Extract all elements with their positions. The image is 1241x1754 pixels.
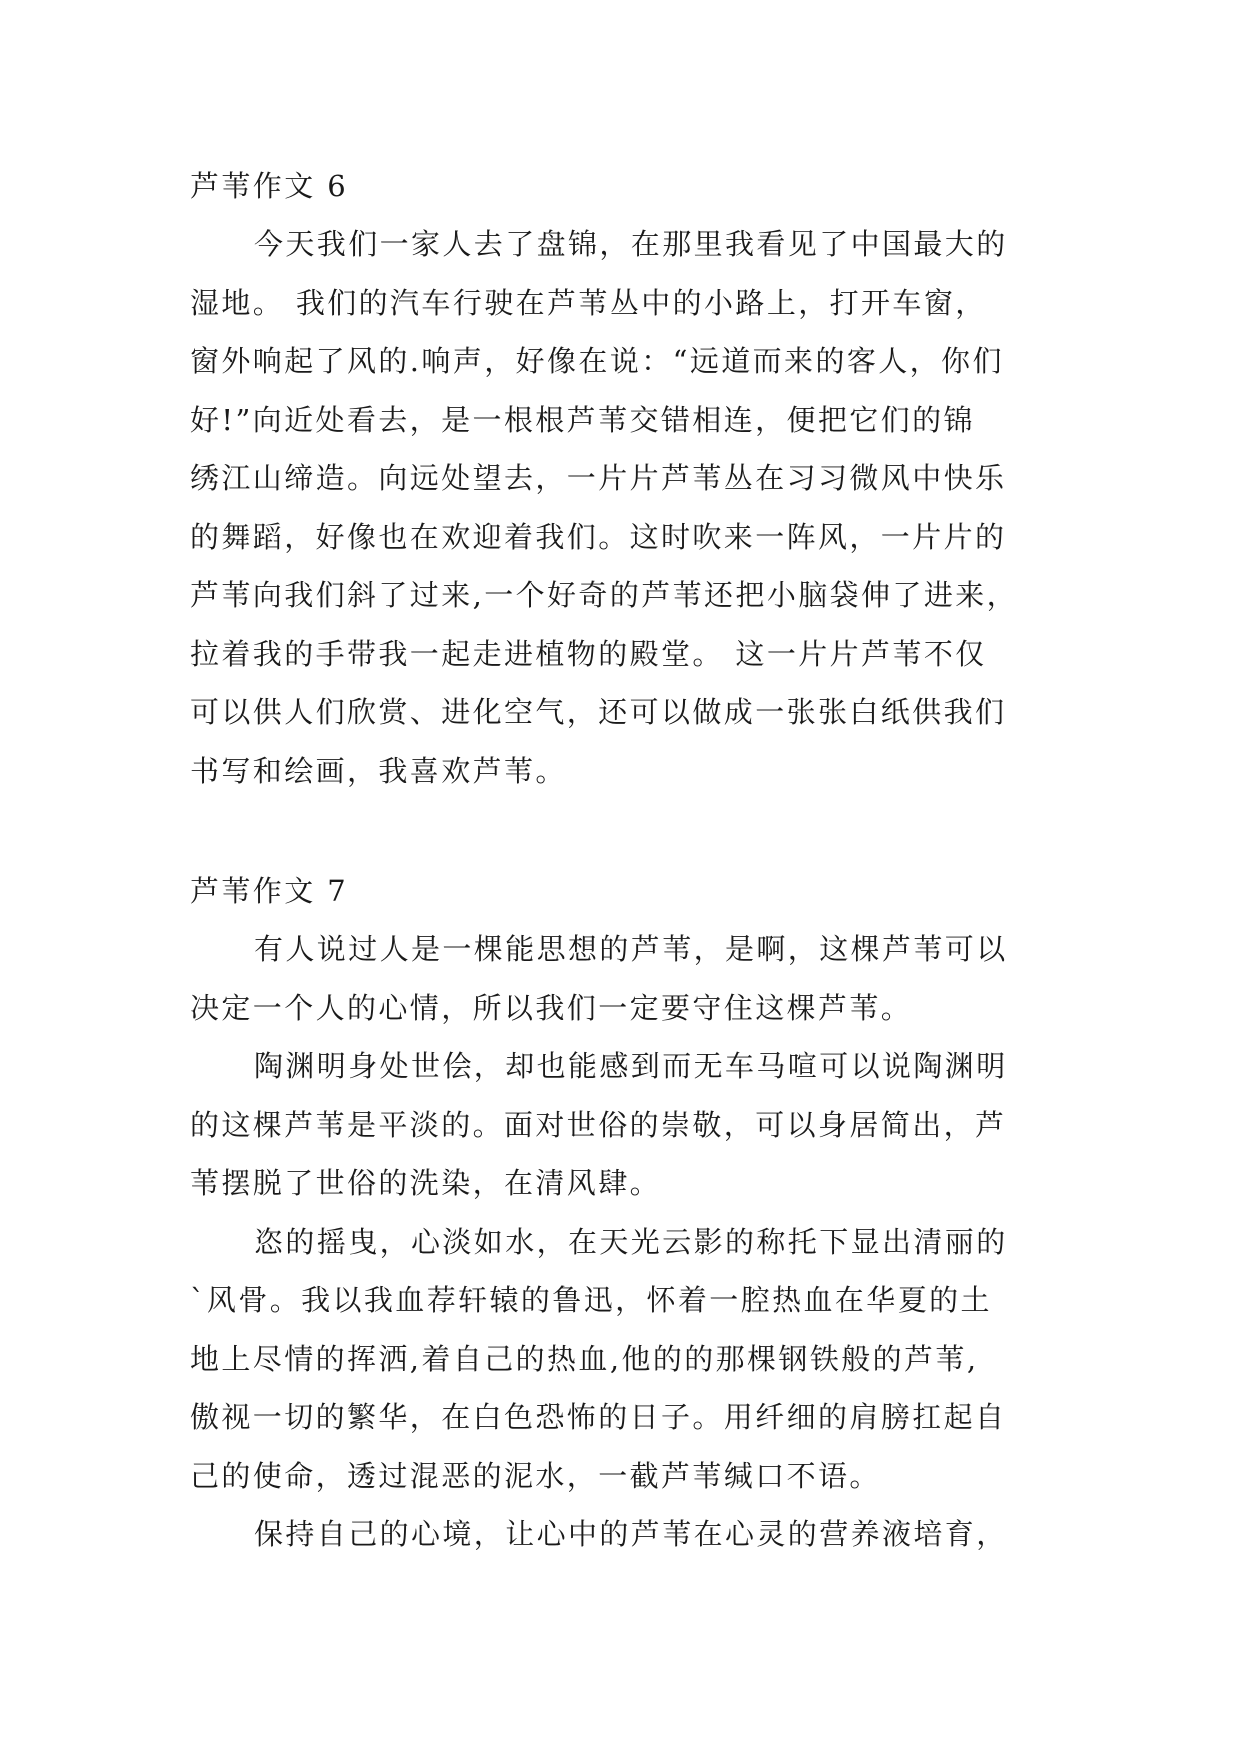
paragraph-line: 书写和绘画，我喜欢芦苇。 (190, 753, 567, 788)
section-6-body (190, 215, 1062, 800)
paragraph-line: 苇摆脱了世俗的洗染，在清风肆。 (190, 1166, 662, 1200)
paragraph-line: 芦苇向我们斜了过来,一个好奇的芦苇还把小脑袋伸了进来， (190, 578, 1019, 612)
paragraph-line: 己的使命，透过混恶的泥水，一截芦苇缄口不语。 (190, 1458, 881, 1493)
paragraph-line: 傲视一切的繁华，在白色恐怖的日子。用纤细的肩膀扛起自 (190, 1400, 1007, 1434)
paragraph-line: 可以供人们欣赏、进化空气，还可以做成一张张白纸供我们 (190, 695, 1007, 729)
paragraph-line: 好!”向近处看去，是一根根芦苇交错相连，便把它们的锦 (190, 402, 975, 437)
paragraph-line: 拉着我的手带我一起走进植物的殿堂。 这一片片芦苇不仅 (190, 636, 987, 671)
paragraph-line: `风骨。我以我血荐轩辕的鲁迅，怀着一腔热血在华夏的土 (190, 1283, 992, 1317)
paragraph-line: 的舞蹈，好像也在欢迎着我们。这时吹来一阵风，一片片的 (190, 519, 1007, 554)
section-7-body (190, 920, 1062, 1564)
paragraph-line: 有人说过人是一棵能思想的芦苇，是啊，这棵芦苇可以 (254, 932, 1008, 966)
paragraph-line: 保持自己的心境，让心中的芦苇在心灵的营养液培育， (254, 1517, 1008, 1551)
section-7-title: 芦苇作文 7 (190, 874, 349, 908)
paragraph-line: 湿地。 我们的汽车行驶在芦苇丛中的小路上，打开车窗， (190, 285, 987, 320)
paragraph-line: 的这棵芦苇是平淡的。面对世俗的崇敬，可以身居简出，芦 (190, 1107, 1007, 1142)
paragraph-line: 窗外响起了风的.响声，好像在说：“远道而来的客人，你们 (190, 344, 1004, 378)
paragraph-line: 陶渊明身处世侩，却也能感到而无车马喧可以说陶渊明 (254, 1049, 1008, 1083)
paragraph-line: 今天我们一家人去了盘锦，在那里我看见了中国最大的 (254, 227, 1008, 261)
paragraph-line: 决定一个人的心情，所以我们一定要守住这棵芦苇。 (190, 990, 913, 1025)
paragraph-line: 恣的摇曳，心淡如水，在天光云影的称托下显出清丽的 (254, 1224, 1008, 1259)
paragraph-line: 绣江山缔造。向远处望去，一片片芦苇丛在习习微风中快乐 (190, 461, 1007, 495)
section-6-title: 芦苇作文 6 (190, 169, 349, 203)
paragraph-line: 地上尽情的挥洒,着自己的热血,他的的那棵钢铁般的芦苇, (190, 1341, 979, 1376)
